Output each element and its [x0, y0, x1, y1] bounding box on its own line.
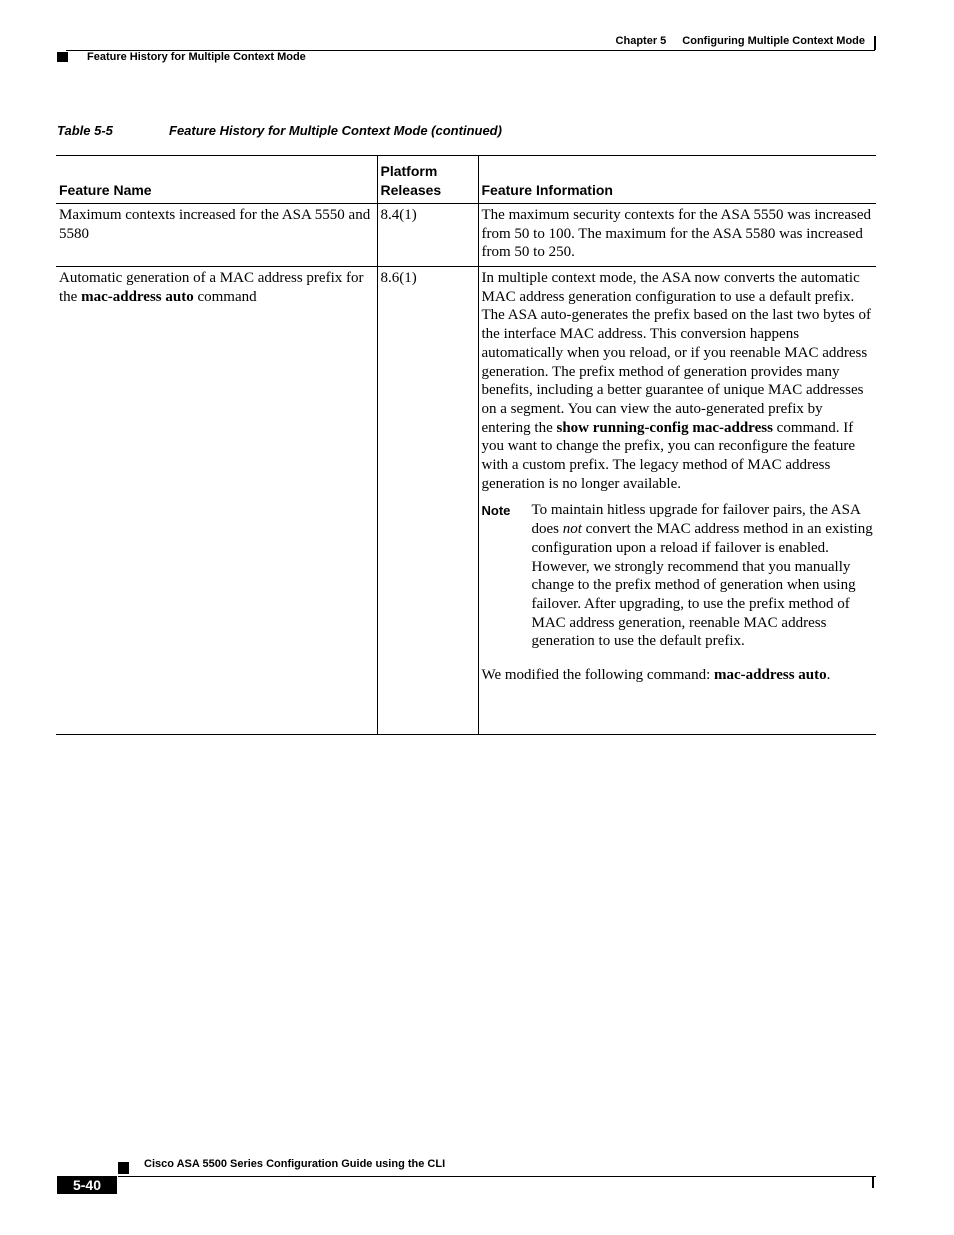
feature-name-cell: Maximum contexts increased for the ASA 5550 and 5580 — [56, 204, 377, 267]
feature-info-cell — [478, 267, 876, 735]
feature-info-cell: The maximum security contexts for the ASA 5550 was increased from 50 to 100. The maximum for the ASA 5580 was increased from 50 to 250. — [478, 204, 876, 267]
note-text-end: convert the MAC address method in an existing configuration upon a reload if failover is enabled. However, we strongly recommend that you manually change to the prefix method of generation when using failover. After upgrading, to use the prefix method of MAC address generation, reenable MAC address generation to use the default prefix. — [531, 521, 873, 650]
table-header-row — [56, 156, 876, 204]
header-feature-information: Feature Information — [478, 156, 876, 204]
header-feature-name: Feature Name — [56, 156, 377, 204]
feature-name-suffix: command — [193, 288, 257, 305]
header-platform-releases — [377, 156, 478, 204]
info-text: In multiple context mode, the ASA now converts the automatic MAC address generation configuration to use a default prefix. The ASA auto-generates the prefix based on the last two bytes of the interface MAC address. This conversion happens automatically when you reload, or if you reenable MAC address generation. The prefix method of generation provides many benefits, including a better guarantee of unique MAC addresses on a segment. You can view the auto-generated prefix by entering the — [481, 270, 871, 436]
note-emphasis: not — [562, 521, 582, 538]
release-cell: 8.4(1) — [377, 204, 478, 267]
note-text-start: To maintain hitless upgrade for failover pairs, the ASA does — [531, 502, 860, 538]
table-caption-title: Feature History for Multiple Context Mode (continued) — [169, 123, 502, 138]
info-command: show running-config mac-address — [556, 419, 773, 436]
table-caption-number: Table 5-5 — [57, 123, 113, 138]
header-platform-line2: Releases — [380, 182, 442, 198]
note-text — [532, 501, 875, 651]
header-square-marker — [57, 52, 68, 62]
running-header-chapter — [560, 35, 865, 47]
footer-vertical-bar — [872, 1176, 874, 1188]
chapter-number: Chapter 5 — [615, 35, 667, 47]
header-vertical-bar — [874, 36, 876, 50]
footer-book-title: Cisco ASA 5500 Series Configuration Guide using the CLI — [144, 1158, 446, 1170]
note-label: Note — [481, 503, 511, 519]
info-paragraph — [482, 269, 875, 493]
modified-commands — [482, 666, 875, 685]
table-row — [56, 204, 876, 267]
info-text-continued: command. If you want to change the prefix, you can reconfigure the feature with a custom prefix. The legacy method of MAC address generation is no longer available. — [481, 419, 856, 492]
footer-rule — [118, 1176, 876, 1177]
chapter-title: Configuring Multiple Context Mode — [682, 35, 865, 47]
feature-name-text: Automatic generation of a MAC address prefix for the — [59, 270, 364, 305]
feature-name-cell — [56, 267, 377, 735]
running-header-section: Feature History for Multiple Context Mode — [87, 51, 306, 63]
feature-history-table — [56, 155, 876, 735]
modified-command: mac-address auto — [714, 667, 827, 684]
modified-suffix: . — [826, 667, 831, 684]
feature-command: mac-address auto — [81, 288, 194, 305]
modified-text: We modified the following command: — [481, 667, 714, 684]
footer-square-marker — [118, 1162, 129, 1174]
table-row — [56, 267, 876, 735]
page-number: 5-40 — [57, 1176, 117, 1194]
release-cell: 8.6(1) — [377, 267, 478, 735]
note-block — [482, 501, 875, 651]
header-platform-line1: Platform — [380, 163, 438, 179]
